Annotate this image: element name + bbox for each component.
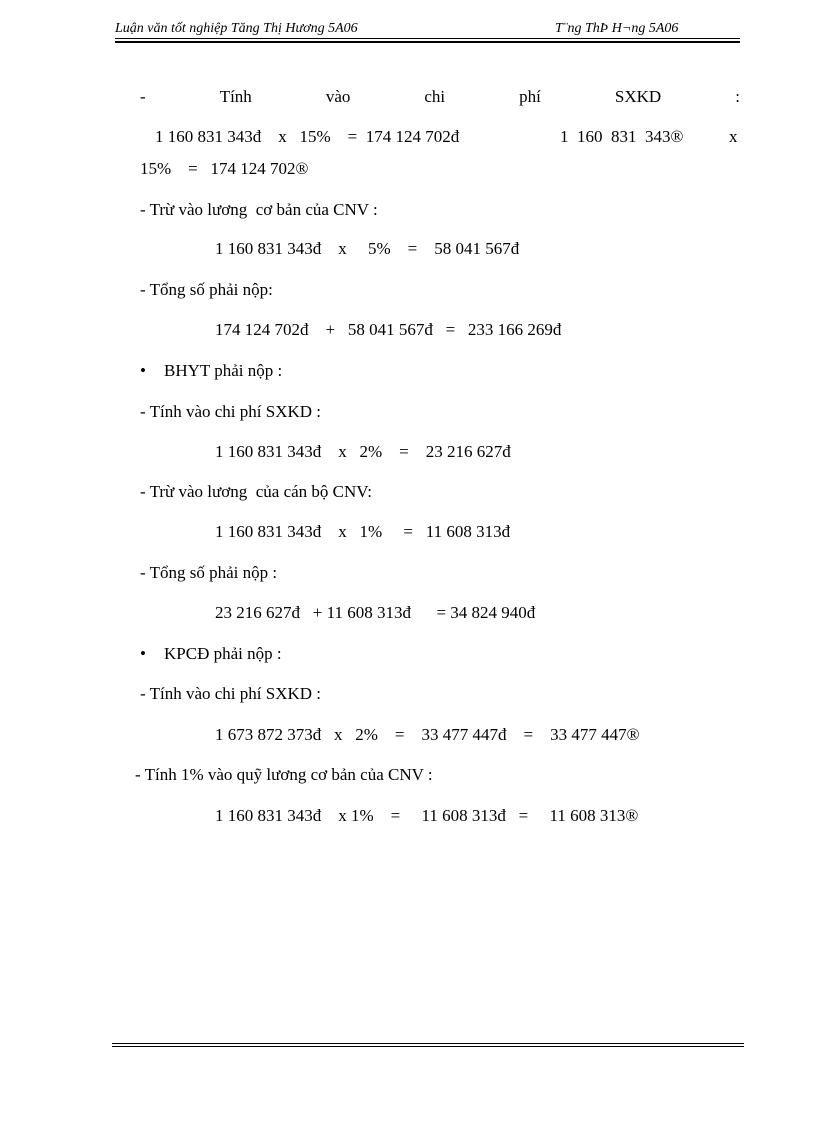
bhyt-sxkd-calc: 1 160 831 343đ x 2% = 23 216 627đ (215, 442, 511, 461)
word: SXKD (614, 87, 662, 106)
word: vào (325, 87, 351, 106)
kpcd-quy-label: - Tính 1% vào quỹ lương cơ bản của CNV : (135, 765, 433, 784)
bullet-icon: • (140, 361, 146, 380)
header-rule-thin (115, 38, 740, 39)
bhyt-sxkd-label: - Tính vào chi phí SXKD : (140, 402, 322, 421)
page-header (115, 20, 740, 40)
bhyt-title-line (140, 361, 282, 381)
kpcd-title-line (140, 644, 282, 664)
word: chi (424, 87, 446, 106)
footer-rule-1 (112, 1043, 744, 1044)
word: : (735, 87, 740, 106)
word: - (140, 87, 146, 106)
header-right-text: T¨ng ThÞ H¬ng 5A06 (555, 21, 679, 36)
bhyt-tong-calc: 23 216 627đ + 11 608 313đ = 34 824 940đ (215, 603, 536, 622)
header-left-text: Luận văn tốt nghiệp Tăng Thị Hương 5A06 (115, 21, 358, 36)
bhyt-tru-calc: 1 160 831 343đ x 1% = 11 608 313đ (215, 522, 511, 541)
kpcd-quy-calc: 1 160 831 343đ x 1% = 11 608 313đ = 11 608 313® (215, 806, 639, 825)
bhxh-sxkd-calc-c: 15% = 174 124 702® (140, 159, 309, 178)
bhyt-title: BHYT phải nộp : (164, 361, 283, 380)
bhyt-tru-label: - Trừ vào lương của cán bộ CNV: (140, 482, 373, 501)
kpcd-title: KPCĐ phải nộp : (164, 644, 282, 663)
bhxh-tru-label: - Trừ vào lương cơ bản của CNV : (140, 200, 378, 219)
kpcd-sxkd-label: - Tính vào chi phí SXKD : (140, 684, 322, 703)
kpcd-sxkd-calc: 1 673 872 373đ x 2% = 33 477 447đ = 33 477 447® (215, 725, 640, 744)
bhxh-sxkd-calc-x: x (729, 127, 738, 146)
header-rule-thick (115, 41, 740, 43)
bhxh-tong-label: - Tổng số phải nộp: (140, 280, 273, 299)
bhxh-sxkd-calc-b: 1 160 831 343® (560, 127, 684, 146)
word: phí (519, 87, 541, 106)
bhyt-tong-label: - Tổng số phải nộp : (140, 563, 278, 582)
word: Tính (219, 87, 252, 106)
bhxh-tru-calc: 1 160 831 343đ x 5% = 58 041 567đ (215, 239, 520, 258)
bullet-icon: • (140, 644, 146, 663)
bhxh-tong-calc: 174 124 702đ + 58 041 567đ = 233 166 269đ (215, 320, 562, 339)
bhxh-sxkd-calc-a: 1 160 831 343đ x 15% = 174 124 702đ (155, 127, 460, 146)
bhxh-sxkd-heading (140, 87, 740, 107)
footer-rule-2 (112, 1046, 744, 1047)
